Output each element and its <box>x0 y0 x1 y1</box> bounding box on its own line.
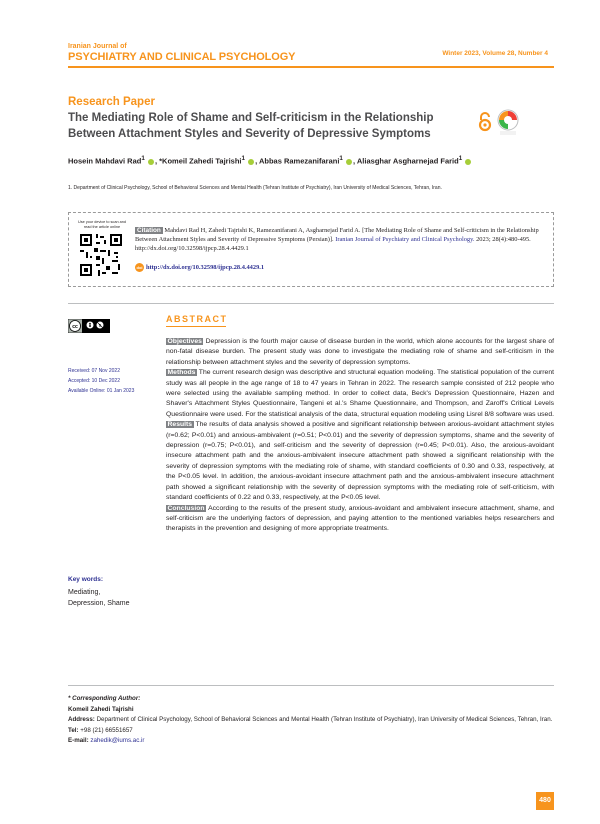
qr-code-icon[interactable] <box>78 232 124 278</box>
doi-icon: doi <box>136 265 143 270</box>
svg-text:cc: cc <box>72 324 78 330</box>
methods-label: Methods <box>167 369 196 377</box>
corresponding-author: * Corresponding Author: Komeil Zahedi Tajrishi Address: Department of Clinical Psychology, School of Behavioral Sciences and Mental Health (Tehran Institute of Psychiatry), Iran University of Medical Sciences, Tehran, Iran. Tel: +98 (21) 66551657 E-mail: zahedik@iums.ac.ir <box>68 695 553 744</box>
affiliation: 1. Department of Clinical Psychology, School of Behavioral Sciences and Mental Health (Tehran Institute of Psychiatry), Iran University of Medical Sciences, Tehran, Iran. <box>68 185 442 191</box>
creative-commons-license-icon[interactable] <box>68 319 110 333</box>
doi-line <box>135 263 264 272</box>
paper-title: The Mediating Role of Shame and Self-criticism in the Relationship Between Attachment Styles and Severity of Depressive Symptoms <box>68 112 434 140</box>
corresponding-address: Department of Clinical Psychology, School of Behavioral Sciences and Mental Health (Tehran Institute of Psychiatry), Iran University of Medical Sciences, Tehran, Iran. <box>96 716 553 723</box>
corresponding-email-link[interactable]: zahedik@iums.ac.ir <box>90 737 145 744</box>
citation-label: Citation <box>137 227 161 234</box>
conclusion-label: Conclusion <box>167 504 205 512</box>
crossmark-icon[interactable] <box>497 109 519 137</box>
corresponding-name: Komeil Zahedi Tajrishi <box>68 705 134 713</box>
footer-divider <box>68 685 554 686</box>
results-label: Results <box>167 421 193 429</box>
issue-info: Winter 2023, Volume 28, Number 4 <box>442 50 548 57</box>
corresponding-tel: +98 (21) 66551657 <box>80 726 133 734</box>
citation-journal-link[interactable]: Iranian Journal of Psychiatry and Clinical Psychology. <box>335 236 475 243</box>
online-date: Available Online: 01 Jan 2023 <box>68 388 135 394</box>
abstract-objectives: Objectives Depression is the fourth major cause of disease burden in the world, which alone accounts for the largest share of non-fatal disease burden. The present study was done to investigate the mediating role of shame and self-criticism in the relationship between attachment styles and the severity of depression symptoms. <box>166 338 554 366</box>
orcid-icon[interactable] <box>148 159 154 165</box>
abstract-heading: ABSTRACT <box>166 314 228 324</box>
keyword-line: Depression, Shame <box>68 600 130 607</box>
keyword-line: Mediating, <box>68 589 101 596</box>
doi-link[interactable]: http://dx.doi.org/10.32598/ijpcp.28.4.4429.1 <box>146 263 265 271</box>
abstract-results: Results The results of data analysis showed a positive and significant relationship between anxious-avoidant attachment styles (r=0.62; P<0.01) and anxious-ambivalent (r=0.51; P<0.01) and the severity of depression symptoms, shame and the severity of depression (r=0.75; P<0.01), and self-criticism and the severity of depression (r=0.45; P<0.01). Also, the anxious-avoidant insecure attachment path and the anxious-ambivalent insecure attachment path showed a significant relationship with the severity of depression symptoms with the mediating role of shame, with standard coefficients of 0.30 and 0.33, respectively, at the P<0.05 level. In addition, the anxious-avoidant insecure attachment path and the anxious-ambivalent insecure attachment path showed a significant relationship with the severity of depression symptoms with the mediating role of self-criticism, with standard coefficients of 0.22 and 0.33, respectively, at the P<0.05 level. <box>166 421 555 502</box>
abstract-methods: Methods The current research design was descriptive and structural equation modeling. The statistical population of the current study was all people in the age range of 18 to 47 years in Tehran in 2022. The research sample consisted of 212 people who were selected using the available sampling method. In order to collect data, Beck's Depression Questionnaire, Hazen and Shaver's Attachment Styles Questionnaire, Tangeni et al.'s Shame Questionnaire, and Thompson, and Zaroff's Critical Levels Questionnaire were used. For the statistical analysis of the data, structural equation modeling using Lisrel 8/8 software was used. <box>166 369 555 418</box>
objectives-label: Objectives <box>167 338 202 345</box>
open-access-icon <box>478 112 492 132</box>
author-name[interactable]: Hosein Mahdavi Rad <box>68 156 142 166</box>
article-dates <box>68 366 160 396</box>
orcid-icon[interactable] <box>346 159 352 165</box>
qr-caption: Use your device to scan and read the article online <box>78 220 126 229</box>
section-divider <box>68 303 554 304</box>
abstract-conclusion: Conclusion According to the results of the present study, anxious-avoidant and ambivalent insecure attachment, shame, and self-criticism are the underlying factors of depression, and paying attention to the mentioned variables helps researchers and therapists in the prevention and designing of more appropriate treatments. <box>166 504 554 533</box>
keywords-heading: Key words: <box>68 576 104 583</box>
abstract-body <box>166 337 554 535</box>
author-list: Hosein Mahdavi Rad$^1$ , *Komeil Zahedi Tajrishi$^1$ , Abbas Ramezanifarani$^1$ , Aliasghar Asgharnejad Farid$^1$ <box>68 155 554 166</box>
author-name[interactable]: *Komeil Zahedi Tajrishi <box>159 156 242 166</box>
journal-name: PSYCHIATRY AND CLINICAL PSYCHOLOGY <box>68 51 296 63</box>
author-name[interactable]: Aliasghar Asgharnejad Farid <box>356 156 459 166</box>
abstract-heading-underline <box>166 326 226 327</box>
citation-text: Citation Mahdavi Rad H, Zahedi Tajrishi K, Ramezanifarani A, Asgharnejad Farid A. [The Mediating Role of Shame and Self-criticism in the Relationship Between Attachment Styles and Severity of Depressive Symptoms (Persian)]. Iranian Journal of Psychiatry and Clinical Psychology. 2023; 28(4):480-495. http://dx.doi.org/10.32598/ijpcp.28.4.4429.1 <box>135 227 539 252</box>
keywords-list <box>68 587 160 609</box>
paper-type: Research Paper <box>68 96 155 108</box>
corresponding-heading: * Corresponding Author: <box>68 695 141 702</box>
received-date: Received: 07 Nov 2022 <box>68 368 120 374</box>
orcid-icon[interactable] <box>465 159 471 165</box>
header-divider <box>68 66 554 68</box>
author-name[interactable]: Abbas Ramezanifarani <box>258 156 340 166</box>
page-number: 480 <box>536 792 554 810</box>
journal-name-top: Iranian Journal of <box>68 43 127 50</box>
orcid-icon[interactable] <box>248 159 254 165</box>
accepted-date: Accepted: 10 Dec 2022 <box>68 378 120 384</box>
